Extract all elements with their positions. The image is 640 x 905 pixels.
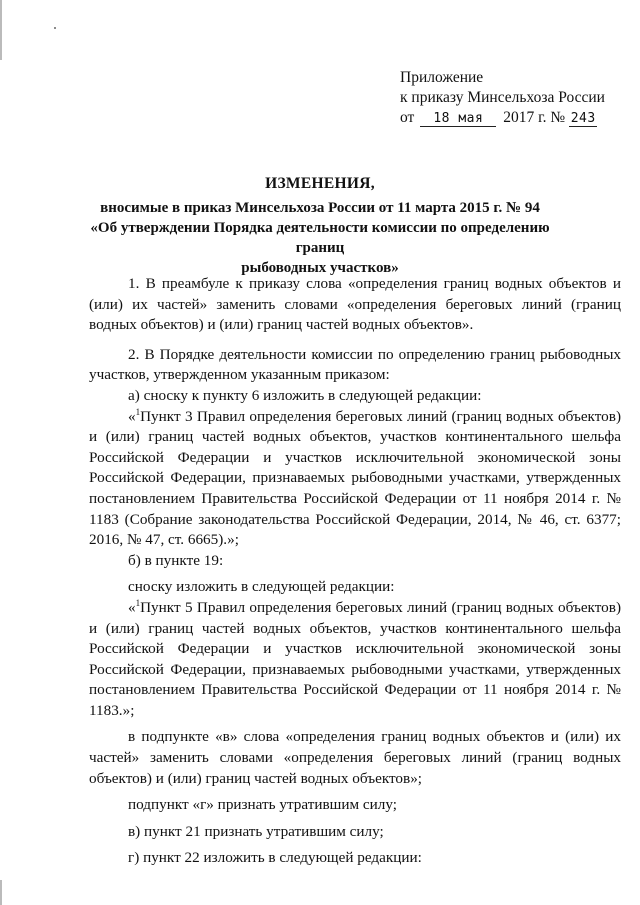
title-main: ИЗМЕНЕНИЯ,: [265, 175, 375, 192]
appendix-line-2: к приказу Минсельхоза России: [400, 89, 605, 106]
footnote-marker: 1: [135, 406, 141, 417]
paragraph-10: в) пункт 21 признать утратившим силу;: [128, 822, 384, 840]
appendix-from-label: от: [400, 109, 415, 126]
appendix-line-1: Приложение: [400, 69, 484, 86]
paragraph-9: подпункт «г» признать утратившим силу;: [128, 796, 397, 814]
footnote-text: Пункт 3 Правил определения береговых линий (границ водных объектов) и (или) границ частей водных объектов, участков континентального шельфа Российской Федерации и участков исключительной экономической зоны Российской Федерации, признаваемых рыбоводными участками, утвержденных постановлением Правительства Российской Федерации от 11 ноября 2014 г. № 1183 (Собрание законодательства Российской Федерации, 2014, № 46, ст. 6377; 2016, № 47, ст. 6665).»;: [89, 407, 621, 549]
title-line-2: вносимые в приказ Минсельхоза России от 11 марта 2015 г. № 94: [100, 200, 540, 216]
paragraph-1: 1. В преамбуле к приказу слова «определения границ водных объектов и (или) их частей» заменить словами «определения береговых линий (границ водных объектов) и (или) границ частей водных объектов».: [89, 275, 621, 334]
paragraph-7-footnote: [89, 598, 621, 722]
appendix-year-text: 2017 г. №: [503, 109, 566, 126]
appendix-header: [400, 68, 605, 128]
footnote-text: Пункт 5 Правил определения береговых линий (границ водных объектов) и (или) границ частей водных объектов, участков континентального шельфа Российской Федерации и участков исключительной экономической зоны Российской Федерации, признаваемых рыбоводными участками, утвержденных постановлением Правительства Российской Федерации от 11 ноября 2014 г. № 1183.»;: [89, 598, 621, 719]
handwritten-order-number: 243: [570, 111, 596, 126]
paragraph-3: а) сноску к пункту 6 изложить в следующей редакции:: [128, 386, 482, 404]
footnote-marker: 1: [135, 597, 141, 608]
scan-edge-mark: [0, 0, 2, 905]
paragraph-4-footnote: [89, 407, 621, 551]
paragraph-5: б) в пункте 19:: [128, 551, 224, 569]
paragraph-11: г) пункт 22 изложить в следующей редакции:: [128, 849, 422, 867]
handwritten-date: 18 мая: [420, 111, 496, 127]
document-body: [89, 274, 621, 869]
document-title: [80, 174, 560, 278]
quote-open: «: [128, 407, 136, 425]
title-line-3: «Об утверждении Порядка деятельности комиссии по определению границ: [90, 220, 550, 256]
appendix-date-line: [400, 108, 605, 128]
paragraph-8: в подпункте «в» слова «определения границ водных объектов и (или) их частей» заменить словами «определения береговых линий (границ водных объектов) и (или) границ частей водных объектов»;: [89, 728, 621, 787]
paragraph-6: сноску изложить в следующей редакции:: [128, 578, 395, 596]
scan-speck: [54, 27, 56, 29]
quote-open: «: [128, 598, 136, 616]
title-line-4: рыбоводных участков»: [241, 260, 399, 276]
paragraph-2: 2. В Порядке деятельности комиссии по определению границ рыбоводных участков, утвержденном указанным приказом:: [89, 345, 621, 384]
